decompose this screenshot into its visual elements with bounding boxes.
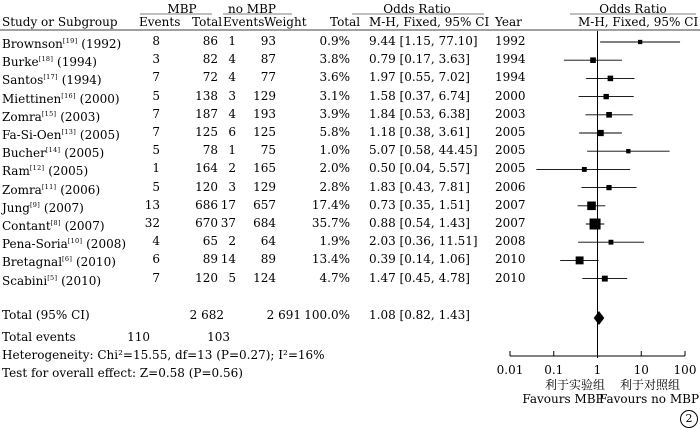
total-mbp: 89 <box>202 252 218 267</box>
study-year-label: (2005) <box>79 128 120 142</box>
heterogeneity-stat: Heterogeneity: Chi²=15.55, df=13 (P=0.27); I²=16% <box>2 348 325 362</box>
events-mbp: 7 <box>152 70 160 85</box>
point-estimate-square <box>590 57 596 63</box>
odds-ratio-ci: 5.07 [0.58, 44.45] <box>369 143 478 158</box>
figure-number-badge: 2 <box>680 410 698 428</box>
total-mbp: 120 <box>195 179 218 194</box>
events-mbp: 4 <box>152 234 160 249</box>
study-reference: [9] <box>29 200 41 209</box>
weight-value: 17.4% <box>311 197 350 212</box>
favours-no-mbp-label: Favours no MBP <box>598 392 700 406</box>
events-nombp: 1 <box>228 143 236 158</box>
events-mbp: 6 <box>152 252 160 267</box>
events-mbp-header: Events <box>139 15 181 29</box>
events-mbp: 1 <box>152 161 160 176</box>
total-mbp: 86 <box>202 34 218 48</box>
study-reference: [15] <box>41 109 57 118</box>
events-nombp: 1 <box>228 34 236 48</box>
study-reference: [12] <box>29 164 45 173</box>
total-mbp: 65 <box>202 234 218 249</box>
total-nombp: 89 <box>260 252 276 267</box>
study-reference: [8] <box>50 219 61 227</box>
weight-value: 35.7% <box>311 216 350 230</box>
total-events-label: Total events <box>2 330 76 344</box>
plot-title: Odds Ratio <box>599 2 667 16</box>
study-year-label: (2005) <box>48 164 89 179</box>
odds-ratio-ci: 1.58 [0.37, 6.74] <box>369 88 470 103</box>
total-nombp: 64 <box>260 234 276 249</box>
total-mbp: 138 <box>195 88 218 103</box>
study-year: 2007 <box>495 197 526 212</box>
study-year-label: (2007) <box>64 219 105 233</box>
events-nombp: 3 <box>228 88 236 103</box>
point-estimate-square <box>590 219 601 230</box>
events-nombp: 6 <box>228 125 236 139</box>
study-year: 2008 <box>495 234 526 249</box>
events-mbp: 13 <box>144 197 160 212</box>
point-estimate-square <box>587 202 596 211</box>
total-mbp: 72 <box>202 70 218 85</box>
events-mbp: 7 <box>152 270 160 285</box>
point-estimate-square <box>606 185 611 190</box>
total-n-nombp: 2 691 <box>266 308 301 322</box>
point-estimate-square <box>598 130 604 136</box>
study-year-label: (1994) <box>61 73 102 88</box>
total-mbp: 78 <box>202 143 218 158</box>
events-nombp: 5 <box>228 270 236 285</box>
events-mbp: 8 <box>152 34 160 48</box>
weight-value: 3.1% <box>319 88 350 103</box>
total-nombp-header: Total <box>330 15 361 29</box>
total-nombp: 657 <box>253 197 276 212</box>
total-mbp-header: Total <box>192 15 223 29</box>
study-year: 2010 <box>495 270 526 285</box>
point-estimate-square <box>604 94 609 99</box>
study-year: 2007 <box>495 216 526 230</box>
total-events-mbp: 110 <box>127 330 150 344</box>
study-year-label: (2008) <box>86 237 127 252</box>
total-nombp: 684 <box>253 216 276 230</box>
study-author: Bucher <box>2 146 46 161</box>
study-year-label: (2006) <box>60 182 101 197</box>
study-author: Jung <box>2 200 30 215</box>
weight-value: 13.4% <box>311 252 350 267</box>
total-events-nombp: 103 <box>207 330 230 344</box>
study-reference: [18] <box>38 55 54 64</box>
total-mbp: 125 <box>195 125 218 139</box>
events-nombp: 2 <box>228 161 236 176</box>
total-label: Total (95% CI) <box>2 308 90 322</box>
events-nombp: 3 <box>228 179 236 194</box>
year-header: Year <box>495 15 522 29</box>
study-author: Fa-Si-Oen <box>2 128 62 142</box>
x-tick-label: 100 <box>673 363 697 377</box>
weight-value: 3.8% <box>319 52 350 67</box>
study-reference: [11] <box>41 182 57 191</box>
total-nombp: 75 <box>260 143 276 158</box>
plot-method-header: M-H, Fixed, 95% CI <box>578 15 699 29</box>
study-year-label: (1992) <box>81 37 122 51</box>
events-nombp: 4 <box>228 106 236 121</box>
study-year-label: (2000) <box>79 91 120 106</box>
study-year-label: (2003) <box>60 109 101 124</box>
pooled-diamond <box>594 311 605 325</box>
events-mbp: 3 <box>152 52 160 67</box>
favours-control-cn: 利于对照组 <box>619 378 680 392</box>
total-mbp: 670 <box>195 216 218 230</box>
study-year-label: (2005) <box>64 146 105 161</box>
point-estimate-square <box>608 76 614 82</box>
study-author: Santos <box>2 73 44 88</box>
events-mbp: 7 <box>152 125 160 139</box>
total-n-mbp: 2 682 <box>189 308 224 322</box>
study-year: 2005 <box>495 143 526 158</box>
point-estimate-square <box>576 256 584 264</box>
events-nombp: 37 <box>220 216 236 230</box>
total-nombp: 77 <box>260 70 276 85</box>
study-author: Pena-Soria <box>2 237 68 252</box>
odds-ratio-ci: 2.03 [0.36, 11.51] <box>369 234 478 249</box>
total-mbp: 686 <box>195 197 218 212</box>
events-nombp: 2 <box>228 234 236 249</box>
x-tick-label: 10 <box>633 363 649 377</box>
odds-ratio-ci: 1.97 [0.55, 7.02] <box>369 70 470 85</box>
study-year-label: (2007) <box>43 200 84 215</box>
odds-ratio-ci: 0.50 [0.04, 5.57] <box>369 161 470 176</box>
study-author: Brownson <box>2 37 63 51</box>
weight-value: 1.9% <box>319 234 350 249</box>
point-estimate-square <box>582 167 587 172</box>
events-nombp: 17 <box>220 197 236 212</box>
weight-value: 4.7% <box>319 270 350 285</box>
events-mbp: 7 <box>152 106 160 121</box>
study-reference: [19] <box>62 37 78 45</box>
study-author: Miettinen <box>2 91 62 106</box>
study-year-label: (2010) <box>75 255 116 270</box>
no-mbp-group-header: no MBP <box>228 2 276 16</box>
odds-ratio-ci: 0.88 [0.54, 1.43] <box>369 216 470 230</box>
odds-ratio-ci: 1.47 [0.45, 4.78] <box>369 270 470 285</box>
odds-ratio-ci: 9.44 [1.15, 77.10] <box>369 34 478 48</box>
favours-mbp-label: Favours MBP <box>522 392 604 406</box>
study-author: Bretagnal <box>2 255 63 270</box>
events-nombp-header: Events <box>223 15 265 29</box>
events-nombp: 4 <box>228 52 236 67</box>
total-ci: 1.08 [0.82, 1.43] <box>369 308 470 322</box>
weight-value: 1.0% <box>319 143 350 158</box>
point-estimate-square <box>638 40 642 44</box>
study-author: Burke <box>2 55 39 70</box>
point-estimate-square <box>606 112 612 118</box>
total-weight: 100.0% <box>304 308 350 322</box>
study-year: 1994 <box>495 52 526 67</box>
odds-ratio-ci: 0.39 [0.14, 1.06] <box>369 252 470 267</box>
study-year: 1994 <box>495 70 526 85</box>
study-reference: [13] <box>61 128 77 136</box>
total-nombp: 193 <box>253 106 276 121</box>
study-reference: [17] <box>43 73 58 82</box>
weight-value: 2.8% <box>319 179 350 194</box>
events-mbp: 32 <box>144 216 160 230</box>
study-reference: [14] <box>45 146 61 155</box>
study-author: Ram <box>2 164 30 179</box>
total-nombp: 125 <box>253 125 276 139</box>
point-estimate-square <box>626 149 630 153</box>
weight-value: 3.9% <box>319 106 350 121</box>
weight-header: Weight <box>264 15 307 29</box>
study-year: 2010 <box>495 252 526 267</box>
study-year: 2000 <box>495 88 526 103</box>
odds-ratio-ci: 1.83 [0.43, 7.81] <box>369 179 470 194</box>
odds-ratio-ci: 1.84 [0.53, 6.38] <box>369 106 470 121</box>
weight-value: 3.6% <box>319 70 350 85</box>
total-nombp: 129 <box>253 179 276 194</box>
total-mbp: 164 <box>195 161 218 176</box>
odds-ratio-ci: 1.18 [0.38, 3.61] <box>369 125 470 139</box>
total-nombp: 87 <box>260 52 276 67</box>
study-year: 2006 <box>495 179 526 194</box>
study-author: Zomra <box>2 182 42 197</box>
weight-value: 5.8% <box>319 125 350 139</box>
favours-experimental-cn: 利于实验组 <box>544 378 605 392</box>
total-nombp: 165 <box>253 161 276 176</box>
study-column-header: Study or Subgroup <box>2 15 118 29</box>
events-nombp: 4 <box>228 70 236 85</box>
study-reference: [10] <box>67 237 83 246</box>
total-nombp: 129 <box>253 88 276 103</box>
x-tick-label: 1 <box>593 363 602 377</box>
study-reference: [6] <box>62 255 73 264</box>
total-mbp: 187 <box>195 106 218 121</box>
total-mbp: 120 <box>195 270 218 285</box>
study-year: 2005 <box>495 125 526 139</box>
odds-ratio-ci: 0.73 [0.35, 1.51] <box>369 197 470 212</box>
total-nombp: 124 <box>253 270 276 285</box>
odds-ratio-header: Odds Ratio <box>383 2 451 16</box>
study-year: 1992 <box>495 34 526 48</box>
weight-value: 0.9% <box>319 34 350 48</box>
point-estimate-square <box>602 276 608 282</box>
weight-value: 2.0% <box>319 161 350 176</box>
total-nombp: 93 <box>260 34 276 48</box>
events-mbp: 5 <box>152 88 160 103</box>
study-author: Contant <box>2 219 51 233</box>
overall-effect-stat: Test for overall effect: Z=0.58 (P=0.56) <box>2 366 243 380</box>
x-tick-label: 0.01 <box>496 363 524 377</box>
study-year-label: (2010) <box>61 273 102 288</box>
study-year: 2003 <box>495 106 526 121</box>
mbp-group-header: MBP <box>167 2 197 16</box>
point-estimate-square <box>609 240 614 245</box>
x-tick-label: 0.1 <box>544 363 564 377</box>
or-method-header: M-H, Fixed, 95% CI <box>369 15 490 29</box>
events-mbp: 5 <box>152 143 160 158</box>
study-author: Zomra <box>2 109 42 124</box>
events-mbp: 5 <box>152 179 160 194</box>
study-reference: [16] <box>61 91 76 100</box>
odds-ratio-ci: 0.79 [0.17, 3.63] <box>369 52 470 67</box>
study-year: 2005 <box>495 161 526 176</box>
events-nombp: 14 <box>220 252 236 267</box>
total-mbp: 82 <box>202 52 218 67</box>
study-author: Scabini <box>2 273 48 288</box>
study-year-label: (1994) <box>57 55 97 70</box>
study-reference: [5] <box>47 273 58 282</box>
